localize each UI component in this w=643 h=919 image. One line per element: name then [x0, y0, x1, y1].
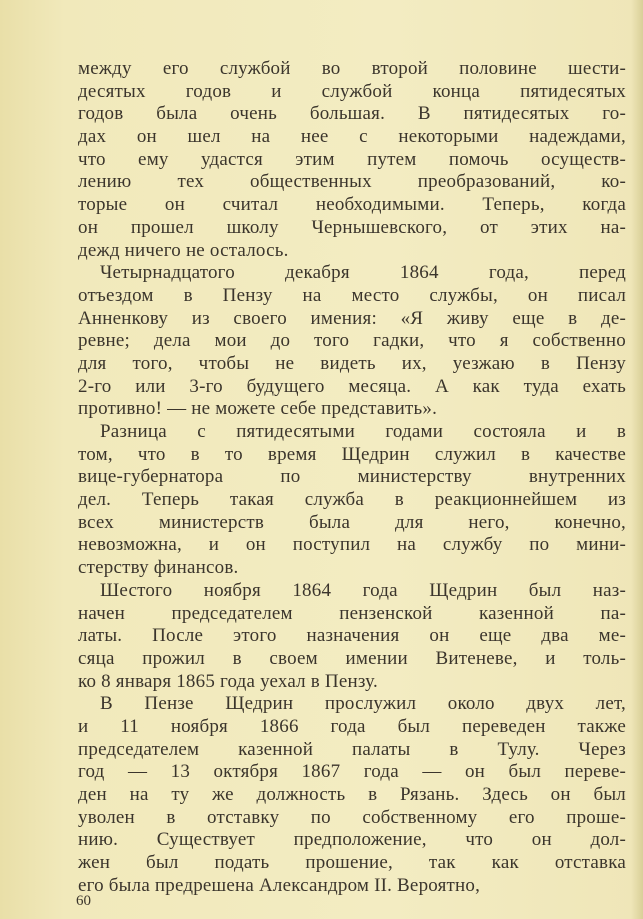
page-edge — [631, 0, 643, 919]
paragraph — [78, 262, 626, 421]
text-line: для того, чтобы не видеть их, уезжаю в Пензу — [78, 352, 626, 374]
paragraph — [78, 693, 626, 897]
text-line: латы. После этого назначения он еще два ме- — [78, 625, 626, 647]
text-line: дежд ничего не осталось. — [78, 239, 289, 261]
text-line: лению тех общественных преобразований, ко- — [78, 171, 626, 193]
text-line: том, что в то время Щедрин служил в качестве — [78, 443, 626, 465]
text-line: дел. Теперь такая служба в реакционнейшем из — [78, 489, 626, 511]
text-line: десятых годов и службой конца пятидесятых — [78, 80, 626, 102]
text-line: Шестого ноября 1864 года Щедрин был наз- — [100, 579, 626, 601]
text-line: он прошел школу Чернышевского, от этих на- — [78, 216, 626, 238]
paragraph — [78, 580, 626, 693]
text-line: стерству финансов. — [78, 557, 239, 579]
paragraph — [78, 58, 626, 262]
page-number: 60 — [76, 893, 91, 909]
text-line: невозможна, и он поступил на службу по мини- — [78, 534, 626, 556]
text-line: год — 13 октября 1867 года — он был переве- — [78, 761, 626, 783]
text-line: нию. Существует предположение, что он дол- — [78, 829, 626, 851]
text-line: отъездом в Пензу на место службы, он писал — [78, 284, 626, 306]
text-line: сяца прожил в своем имении Витеневе, и толь- — [78, 647, 626, 669]
text-line: В Пензе Щедрин прослужил около двух лет, — [100, 693, 626, 715]
text-line: Анненкову из своего имения: «Я живу еще в де- — [78, 307, 626, 329]
text-line: его была предрешена Александром II. Вероятно, — [78, 874, 481, 896]
text-line: вице-губернатора по министерству внутренних — [78, 466, 626, 488]
paragraph — [78, 421, 626, 580]
text-line: что ему удастся этим путем помочь осуществ- — [78, 148, 626, 170]
text-line: уволен в отставку по собственному его проше- — [78, 806, 626, 828]
text-line: председателем казенной палаты в Тулу. Через — [78, 738, 626, 760]
text-line: годов была очень большая. В пятидесятых го- — [78, 103, 626, 125]
text-line: ко 8 января 1865 года уехал в Пензу. — [78, 670, 378, 692]
text-line: и 11 ноября 1866 года был переведен также — [78, 715, 626, 737]
text-line: ден на ту же должность в Рязань. Здесь он был — [78, 784, 626, 805]
text-line: между его службой во второй половине шести- — [78, 58, 626, 79]
text-line: жен был подать прошение, так как отставка — [78, 852, 626, 874]
body-text — [78, 58, 626, 897]
text-line: дах он шел на нее с некоторыми надеждами, — [78, 126, 626, 148]
text-line: ревне; дела мои до того гадки, что я собственно — [78, 330, 626, 352]
text-line: торые он считал необходимыми. Теперь, когда — [78, 194, 626, 216]
text-line: всех министерств была для него, конечно, — [78, 511, 626, 533]
text-line: противно! — не можете себе представить». — [78, 398, 438, 420]
text-line: начен председателем пензенской казенной па- — [78, 602, 626, 624]
text-line: 2-го или 3-го будущего месяца. А как туда ехать — [78, 375, 626, 397]
text-line: Разница с пятидесятыми годами состояла и в — [100, 421, 626, 442]
text-line: Четырнадцатого декабря 1864 года, перед — [100, 262, 626, 284]
